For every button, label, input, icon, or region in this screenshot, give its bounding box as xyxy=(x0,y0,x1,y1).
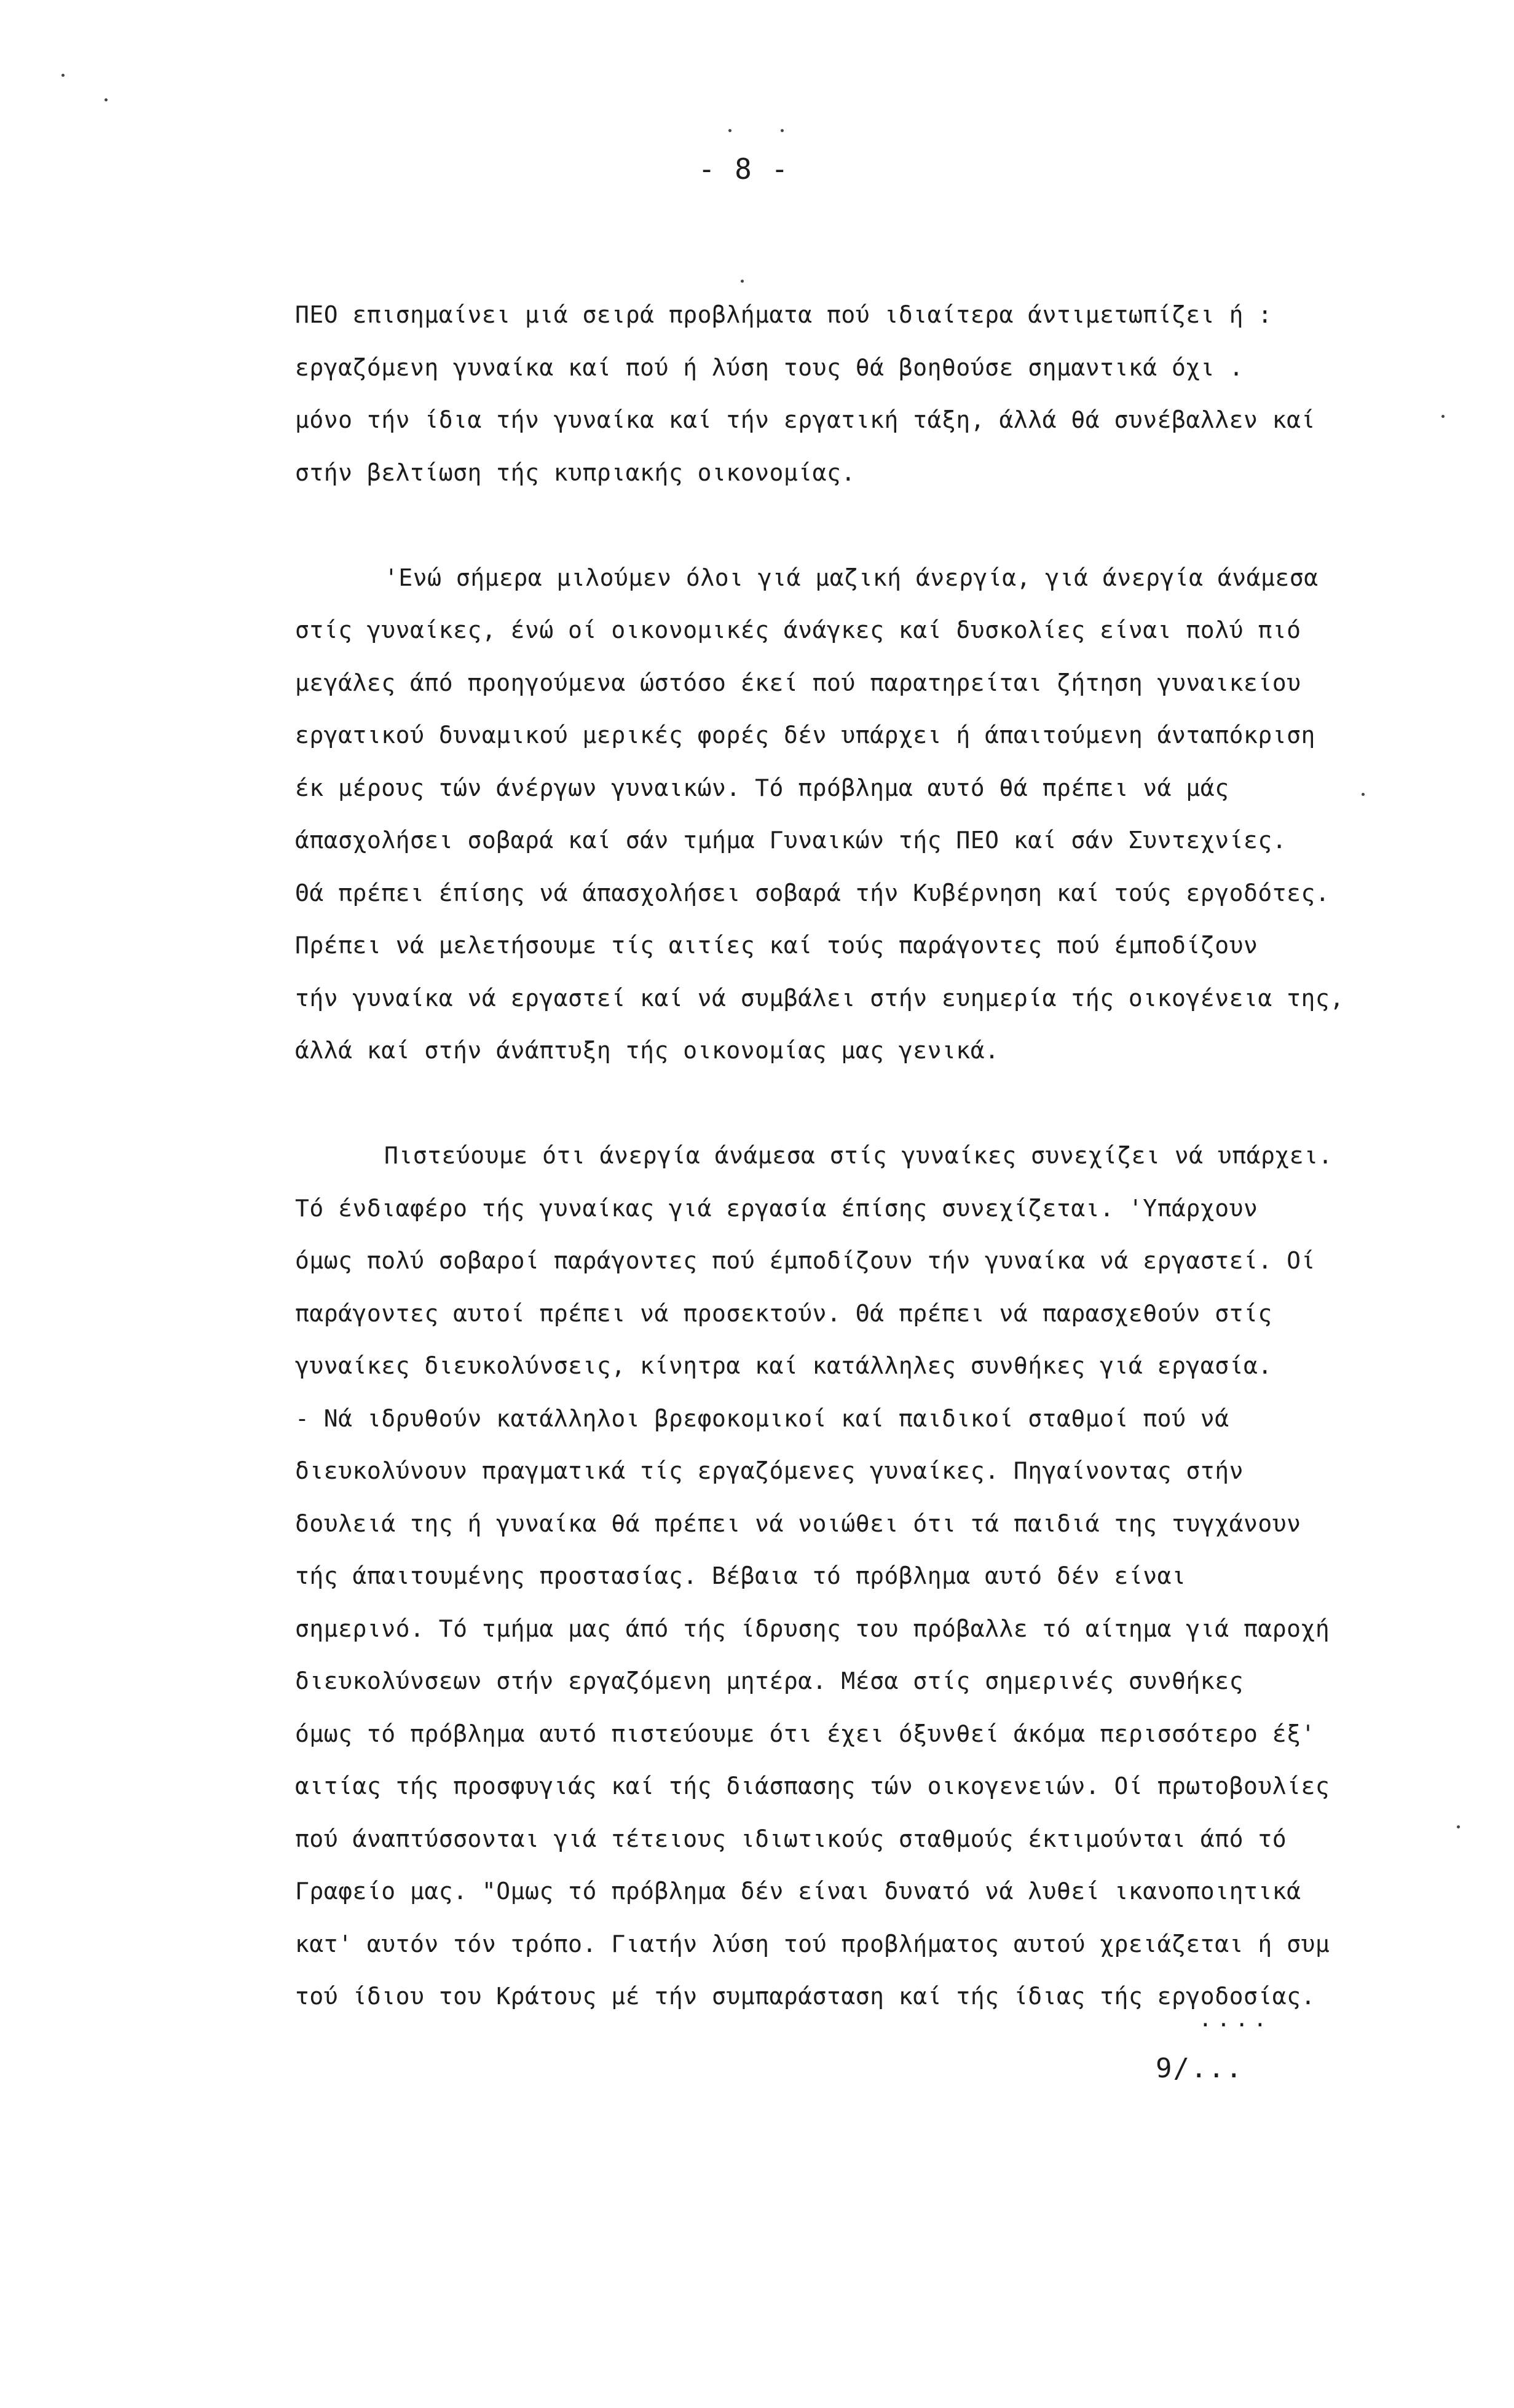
text-line: πού άναπτύσσονται γιά τέτειους ιδιωτικούς σταθμούς έκτιμούνται άπό τό xyxy=(295,1825,1287,1852)
text-line: Πρέπει νά μελετήσουμε τίς αιτίες καί τούς παράγοντες πού έμποδίζουν xyxy=(295,932,1258,959)
body-text xyxy=(295,289,1463,2023)
text-line: ΠΕΟ επισημαίνει μιά σειρά προβλήματα πού ιδιαίτερα άντιμετωπίζει ή : xyxy=(295,301,1272,328)
page-number: - 8 - xyxy=(698,152,790,186)
text-line: παράγοντες αυτοί πρέπει νά προσεκτούν. Θά πρέπει νά παρασχεθούν στίς xyxy=(295,1299,1272,1327)
text-line: εργαζόμενη γυναίκα καί πού ή λύση τους θά βοηθούσε σημαντικά όχι . xyxy=(295,353,1244,381)
scan-speck xyxy=(104,98,108,101)
text-line: τού ίδιου του Κράτους μέ τήν συμπαράσταση καί τής ίδιας τής εργοδοσίας. xyxy=(295,1983,1315,2010)
scan-speck xyxy=(741,280,744,283)
text-line: άπασχολήσει σοβαρά καί σάν τμήμα Γυναικών τής ΠΕΟ καί σάν Συντεχνίες. xyxy=(295,827,1287,854)
text-line: Πιστεύουμε ότι άνεργία άνάμεσα στίς γυναίκες συνεχίζει νά υπάρχει. xyxy=(384,1142,1333,1169)
text-line: έκ μέρους τών άνέργων γυναικών. Τό πρόβλημα αυτό θά πρέπει νά μάς xyxy=(295,774,1229,801)
scan-speck xyxy=(1441,415,1445,418)
continuation-marker: 9/... xyxy=(1156,2053,1244,2084)
text-line: όμως τό πρόβλημα αυτό πιστεύουμε ότι έχει όξυνθεί άκόμα περισσότερο έξ' xyxy=(295,1720,1315,1747)
text-line: 'Ενώ σήμερα μιλούμεν όλοι γιά μαζική άνεργία, γιά άνεργία άνάμεσα xyxy=(384,564,1319,591)
text-line: όμως πολύ σοβαροί παράγοντες πού έμποδίζουν τήν γυναίκα νά εργαστεί. Οί xyxy=(295,1247,1315,1274)
text-line: μεγάλες άπό προηγούμενα ώστόσο έκεί πού παρατηρείται ζήτηση γυναικείου xyxy=(295,669,1301,696)
scan-speck xyxy=(1457,1825,1460,1828)
text-line: μόνο τήν ίδια τήν γυναίκα καί τήν εργατική τάξη, άλλά θά συνέβαλλεν καί xyxy=(295,406,1315,433)
text-line: γυναίκες διευκολύνσεις, κίνητρα καί κατάλληλες συνθήκες γιά εργασία. xyxy=(295,1352,1272,1379)
text-line: διευκολύνουν πραγματικά τίς εργαζόμενες γυναίκες. Πηγαίνοντας στήν xyxy=(295,1457,1244,1484)
text-line: τήν γυναίκα νά εργαστεί καί νά συμβάλει στήν ευημερία τής οικογένεια της, xyxy=(295,984,1344,1012)
text-line: διευκολύνσεων στήν εργαζόμενη μητέρα. Μέσα στίς σημερινές συνθήκες xyxy=(295,1667,1244,1694)
text-line: κατ' αυτόν τόν τρόπο. Γιατήν λύση τού προβλήματος αυτού χρειάζεται ή συμ xyxy=(295,1930,1330,1957)
text-line: - Νά ιδρυθούν κατάλληλοι βρεφοκομικοί καί παιδικοί σταθμοί πού νά xyxy=(295,1404,1229,1432)
text-line: στίς γυναίκες, ένώ οί οικονομικές άνάγκες καί δυσκολίες είναι πολύ πιό xyxy=(295,616,1301,643)
text-line: εργατικού δυναμικού μερικές φορές δέν υπάρχει ή άπαιτούμενη άνταπόκριση xyxy=(295,722,1315,749)
scan-speck xyxy=(61,74,65,77)
text-line: δουλειά της ή γυναίκα θά πρέπει νά νοιώθει ότι τά παιδιά της τυγχάνουν xyxy=(295,1509,1301,1537)
text-line: άλλά καί στήν άνάπτυξη τής οικονομίας μας γενικά. xyxy=(295,1037,999,1064)
ellipsis-dots: .... xyxy=(1199,2007,1272,2032)
scan-speck xyxy=(1362,793,1365,796)
scan-speck xyxy=(781,129,784,132)
text-line: Γραφείο μας. "Ομως τό πρόβλημα δέν είναι δυνατό νά λυθεί ικανοποιητικά xyxy=(295,1878,1301,1905)
text-line: Θά πρέπει έπίσης νά άπασχολήσει σοβαρά τήν Κυβέρνηση καί τούς εργοδότες. xyxy=(295,879,1330,907)
text-line: τής άπαιτουμένης προστασίας. Βέβαια τό πρόβλημα αυτό δέν είναι xyxy=(295,1562,1186,1589)
paragraph-spacer xyxy=(295,499,1463,552)
text-line: στήν βελτίωση τής κυπριακής οικονομίας. xyxy=(295,458,856,486)
paragraph-spacer xyxy=(295,1077,1463,1130)
scan-speck xyxy=(728,129,731,132)
text-line: αιτίας τής προσφυγιάς καί τής διάσπασης τών οικογενειών. Οί πρωτοβουλίες xyxy=(295,1773,1330,1800)
text-line: Τό ένδιαφέρο τής γυναίκας γιά εργασία έπίσης συνεχίζεται. 'Υπάρχουν xyxy=(295,1194,1258,1222)
text-line: σημερινό. Τό τμήμα μας άπό τής ίδρυσης του πρόβαλλε τό αίτημα γιά παροχή xyxy=(295,1615,1330,1642)
